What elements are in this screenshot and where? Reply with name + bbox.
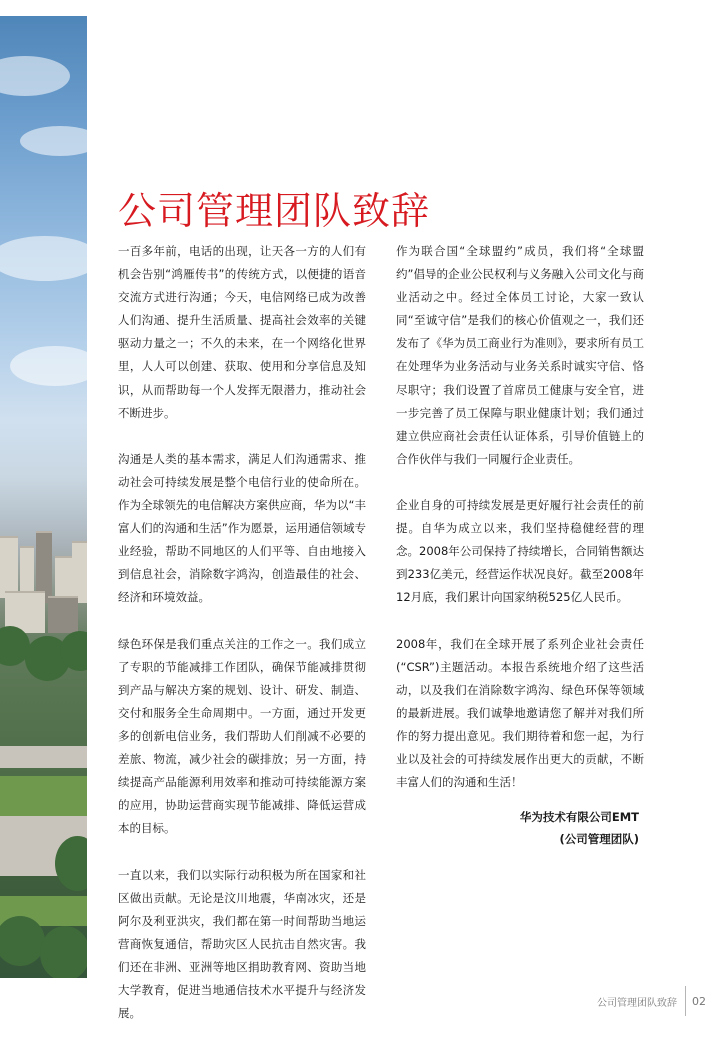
page-footer	[597, 986, 706, 1016]
tree	[55, 836, 87, 891]
paragraph: 沟通是人类的基本需求，满足人们沟通需求、推动社会可持续发展是整个电信行业的使命所在。作为全球领先的电信解决方案供应商，华为以“丰富人们的沟通和生活”作为愿景，运用通信领域专业经验，帮助不同地区的人们平等、自由地接入到信息社会，消除数字鸿沟，创造最佳的社会、经济和环境效益。	[118, 451, 366, 605]
page-title: 公司管理团队致辞	[118, 189, 431, 233]
signature-company: 华为技术有限公司EMT	[519, 810, 639, 824]
signature-block	[520, 806, 639, 850]
building	[0, 536, 18, 598]
cloud	[10, 346, 87, 386]
footer-divider	[685, 986, 686, 1016]
city-photo-strip	[0, 16, 87, 978]
road	[0, 746, 87, 768]
tree	[0, 916, 45, 966]
left-text-column	[118, 240, 366, 1048]
right-text-column	[396, 240, 644, 817]
tree	[40, 926, 87, 978]
paragraph: 一百多年前，电话的出现，让天各一方的人们有机会告别“鸿雁传书”的传统方式，以便捷的语音交流方式进行沟通；今天，电信网络已成为改善人们沟通、提升生活质量、提高社会效率的关键驱动力量之一；不久的未来，在一个网络化世界里，人人可以创建、获取、使用和分享信息及知识，从而帮助每一个人发挥无限潜力，推动社会不断进步。	[118, 244, 366, 420]
cloud	[0, 56, 70, 96]
building	[72, 541, 87, 603]
paragraph: 绿色环保是我们重点关注的工作之一。我们成立了专职的节能减排工作团队，确保节能减排贯彻到产品与解决方案的规划、设计、研发、制造、交付和服务全生命周期中。一方面，通过开发更多的创新电信业务，我们帮助人们削减不必要的差旅、物流，减少社会的碳排放；另一方面，持续提高产品能源利用效率和推动可持续能源方案的应用，协助运营商实现节能减排、降低运营成本的目标。	[118, 636, 366, 836]
paragraph: 2008年，我们在全球开展了系列企业社会责任(“CSR”)主题活动。本报告系统地介绍了这些活动，以及我们在消除数字鸿沟、绿色环保等领域的最新进展。我们诚挚地邀请您了解并对我们所作的努力提出意见。我们期待着和您一起，为行业以及社会的可持续发展作出更大的贡献，不断丰富人们的沟通和生活！	[396, 636, 644, 790]
signature-team: (公司管理团队)	[559, 832, 639, 846]
paragraph: 一直以来，我们以实际行动积极为所在国家和社区做出贡献。无论是汶川地震，华南冰灾，还是阿尔及利亚洪灾，我们都在第一时间帮助当地运营商恢复通信，帮助灾区人民抗击自然灾害。我们还在非洲、亚洲等地区捐助教育网、资助当地大学教育，促进当地通信技术水平提升与经济发展。	[118, 867, 366, 1021]
cloud	[20, 126, 87, 156]
cloud	[0, 236, 87, 281]
page-number: 02	[692, 994, 706, 1008]
footer-section-title: 公司管理团队致辞	[597, 997, 677, 1009]
building	[48, 596, 78, 633]
paragraph: 企业自身的可持续发展是更好履行社会责任的前提。自华为成立以来，我们坚持稳健经营的理念。2008年公司保持了持续增长，合同销售额达到233亿美元，经营运作状况良好。截至2008年12月底，我们累计向国家纳税525亿人民币。	[396, 498, 644, 605]
paragraph: 作为联合国“全球盟约”成员，我们将“全球盟约”倡导的企业公民权利与义务融入公司文化与商业活动之中。经过全体员工讨论，大家一致认同“至诚守信”是我们的核心价值观之一，我们还发布了《华为员工商业行为准则》，要求所有员工在处理华为业务活动与业务关系时诚实守信、恪尽职守；我们设置了首席员工健康与安全官，进一步完善了员工保障与职业健康计划；我们通过建立供应商社会责任认证体系，引导价值链上的合作伙伴与我们一同履行企业责任。	[396, 244, 644, 466]
lawn	[0, 776, 87, 816]
